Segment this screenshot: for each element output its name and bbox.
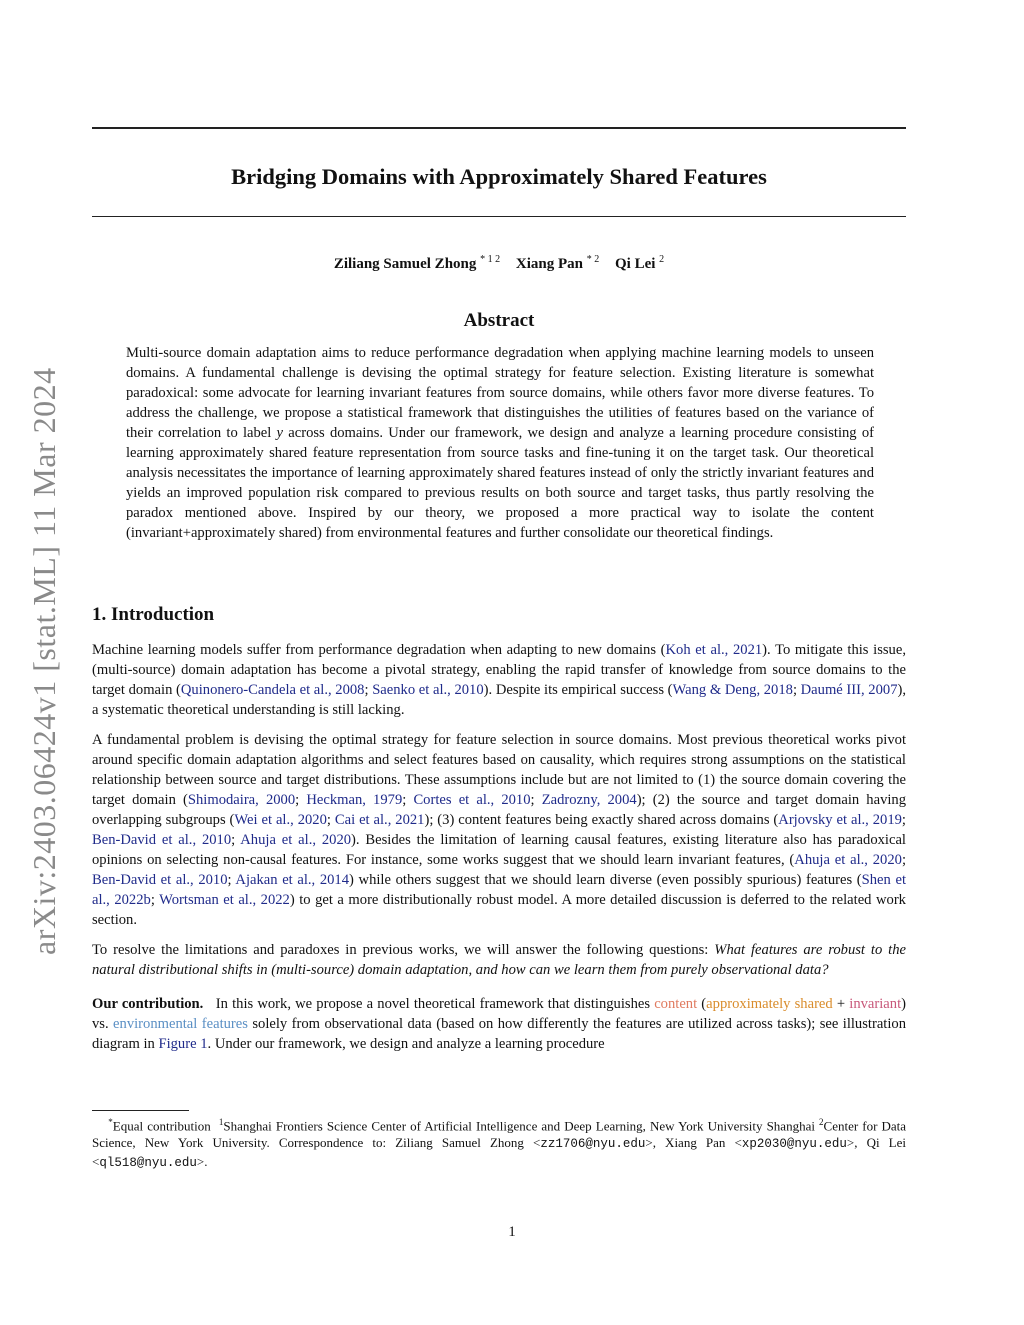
section-heading-introduction: 1. Introduction <box>92 604 215 625</box>
citation-link[interactable]: Cai et al., 2021 <box>334 812 425 828</box>
footnote-rule <box>92 1110 189 1111</box>
approx-shared-term: approximately shared <box>706 996 833 1012</box>
paragraph-1: Machine learning models suffer from performance degradation when adapting to new domains (Koh et al., 2021). To mitigate this issue, (multi-source) domain adaptation has become a pivotal strategy, enabling the rapid transfer of knowledge from source domains to the target domain (Quinonero-Candela et al., 2008; Saenko et al., 2010). Despite its empirical success (Wang & Deng, 2018; Daumé III, 2007), a systematic theoretical understanding is still lacking. <box>92 642 907 718</box>
citation-link[interactable]: Ahuja et al., 2020 <box>240 832 352 848</box>
figure-link[interactable]: Figure 1 <box>158 1036 208 1052</box>
author: Qi Lei $^2$ <box>614 254 665 272</box>
citation-link[interactable]: Zadrozny, 2004 <box>541 792 637 808</box>
citation-link[interactable]: Heckman, 1979 <box>306 792 403 808</box>
citation-link[interactable]: Ahuja et al., 2020 <box>794 852 902 868</box>
citation-link[interactable]: Cortes et al., 2010 <box>413 792 531 808</box>
abstract-heading: Abstract <box>463 310 535 331</box>
page-number: 1 <box>508 1224 516 1240</box>
abstract-text: Multi-source domain adaptation aims to reduce performance degradation when applying machine learning models to unseen domains. A fundamental challenge is devising the optimal strategy for feature selection. Existing literature is somewhat paradoxical: some advocate for learning invariant features from source domains, while others favor more diverse features. To address the challenge, we propose a statistical framework that distinguishes the utilities of features based on the variance of their correlation to label y across domains. Under our framework, we design and analyze a learning procedure consisting of learning approximately shared feature representation from source tasks and fine-tuning it on the target task. Our theoretical analysis necessitates the importance of learning approximately shared features instead of only the strictly invariant features and yields an improved population risk compared to previous results on both source and target tasks, thus partly resolving the paradox mentioned above. Inspired by our theory, we proposed a more practical way to isolate the content (invariant+approximately shared) from environmental features and further consolidate our theoretical findings. <box>126 345 874 541</box>
contribution-lead: Our contribution. <box>92 996 204 1012</box>
research-question: What features are robust to the natural distributional shifts in (multi-source) domain adaptation, and how can we learn them from purely observational data? <box>92 942 906 978</box>
citation-link[interactable]: Wang & Deng, 2018 <box>672 682 793 698</box>
citation-link[interactable]: Ajakan et al., 2014 <box>235 872 350 888</box>
citation-link[interactable]: Quinonero-Candela et al., 2008 <box>180 682 365 698</box>
title-rule-bottom <box>92 216 906 217</box>
paragraph-contribution: Our contribution. In this work, we propose a novel theoretical framework that distinguishes content (approximately shared + invariant) vs. environmental features solely from observational data (based on how differently the features are utilized across tasks); see illustration diagram in Figure 1. Under our framework, we design and analyze a learning procedure <box>92 996 907 1052</box>
citation-link[interactable]: Saenko et al., 2010 <box>372 682 484 698</box>
environmental-term: environmental features <box>113 1016 248 1032</box>
email-address: xp2030@nyu.edu <box>741 1137 847 1152</box>
citation-link[interactable]: Shimodaira, 2000 <box>187 792 296 808</box>
citation-link[interactable]: Wortsman et al., 2022 <box>159 892 290 908</box>
author-list <box>92 254 906 273</box>
arxiv-stamp: arXiv:2403.06424v1 [stat.ML] 11 Mar 2024 <box>26 367 62 955</box>
introduction-body <box>92 640 906 1064</box>
paragraph-3: To resolve the limitations and paradoxes in previous works, we will answer the following questions: What features are robust to the natural distributional shifts in (multi-source) domain adaptation, and how can we learn them from purely observational data? <box>92 942 906 978</box>
citation-link[interactable]: Daumé III, 2007 <box>800 682 898 698</box>
citation-link[interactable]: Arjovsky et al., 2019 <box>778 812 902 828</box>
variable-y: y <box>276 425 284 441</box>
author: Xiang Pan $^{* 2}$ <box>515 254 600 272</box>
citation-link[interactable]: Ben-David et al., 2010 <box>92 872 228 888</box>
citation-link[interactable]: Shen et al., 2022b <box>92 872 907 908</box>
author: Ziliang Samuel Zhong $^{* 1 2}$ <box>333 254 501 272</box>
citation-link[interactable]: Koh et al., 2021 <box>665 642 763 658</box>
paragraph-2: A fundamental problem is devising the optimal strategy for feature selection in source domains. Most previous theoretical works pivot around specific domain adaptation algorithms and select features based on causality, which requires strong assumptions on the statistical relationship between source and target distributions. These assumptions include but are not limited to (1) the source domain covering the target domain (Shimodaira, 2000; Heckman, 1979; Cortes et al., 2010; Zadrozny, 2004); (2) the source and target domain having overlapping subgroups (Wei et al., 2020; Cai et al., 2021); (3) content features being exactly shared across domains (Arjovsky et al., 2019; Ben-David et al., 2010; Ahuja et al., 2020). Besides the limitation of learning causal features, existing literature also has paradoxical opinions on selecting non-causal features. For instance, some works suggest that we should learn invariant features, (Ahuja et al., 2020; Ben-David et al., 2010; Ajakan et al., 2014) while others suggest that we should learn diverse (even possibly spurious) features (Shen et al., 2022b; Wortsman et al., 2022) to get a more distributionally robust model. A more detailed discussion is deferred to the related work section. <box>92 732 907 928</box>
email-address: ql518@nyu.edu <box>99 1156 197 1171</box>
paper-title: Bridging Domains with Approximately Shared Features <box>231 164 767 189</box>
footnote: *Equal contribution $^1$Shanghai Frontiers Science Center of Artificial Intelligence and Deep Learning, New York University Shanghai $^2$Center for Data Science, New York University. Correspondence to: Ziliang Samuel Zhong <zz1706@nyu.edu>, Xiang Pan <xp2030@nyu.edu>, Qi Lei <ql518@nyu.edu>. <box>92 1117 907 1171</box>
email-address: zz1706@nyu.edu <box>540 1137 646 1152</box>
content-term: content <box>654 996 698 1012</box>
title-rule-top <box>92 127 906 129</box>
citation-link[interactable]: Wei et al., 2020 <box>234 812 327 828</box>
citation-link[interactable]: Ben-David et al., 2010 <box>92 832 232 848</box>
invariant-term: invariant <box>849 996 902 1012</box>
